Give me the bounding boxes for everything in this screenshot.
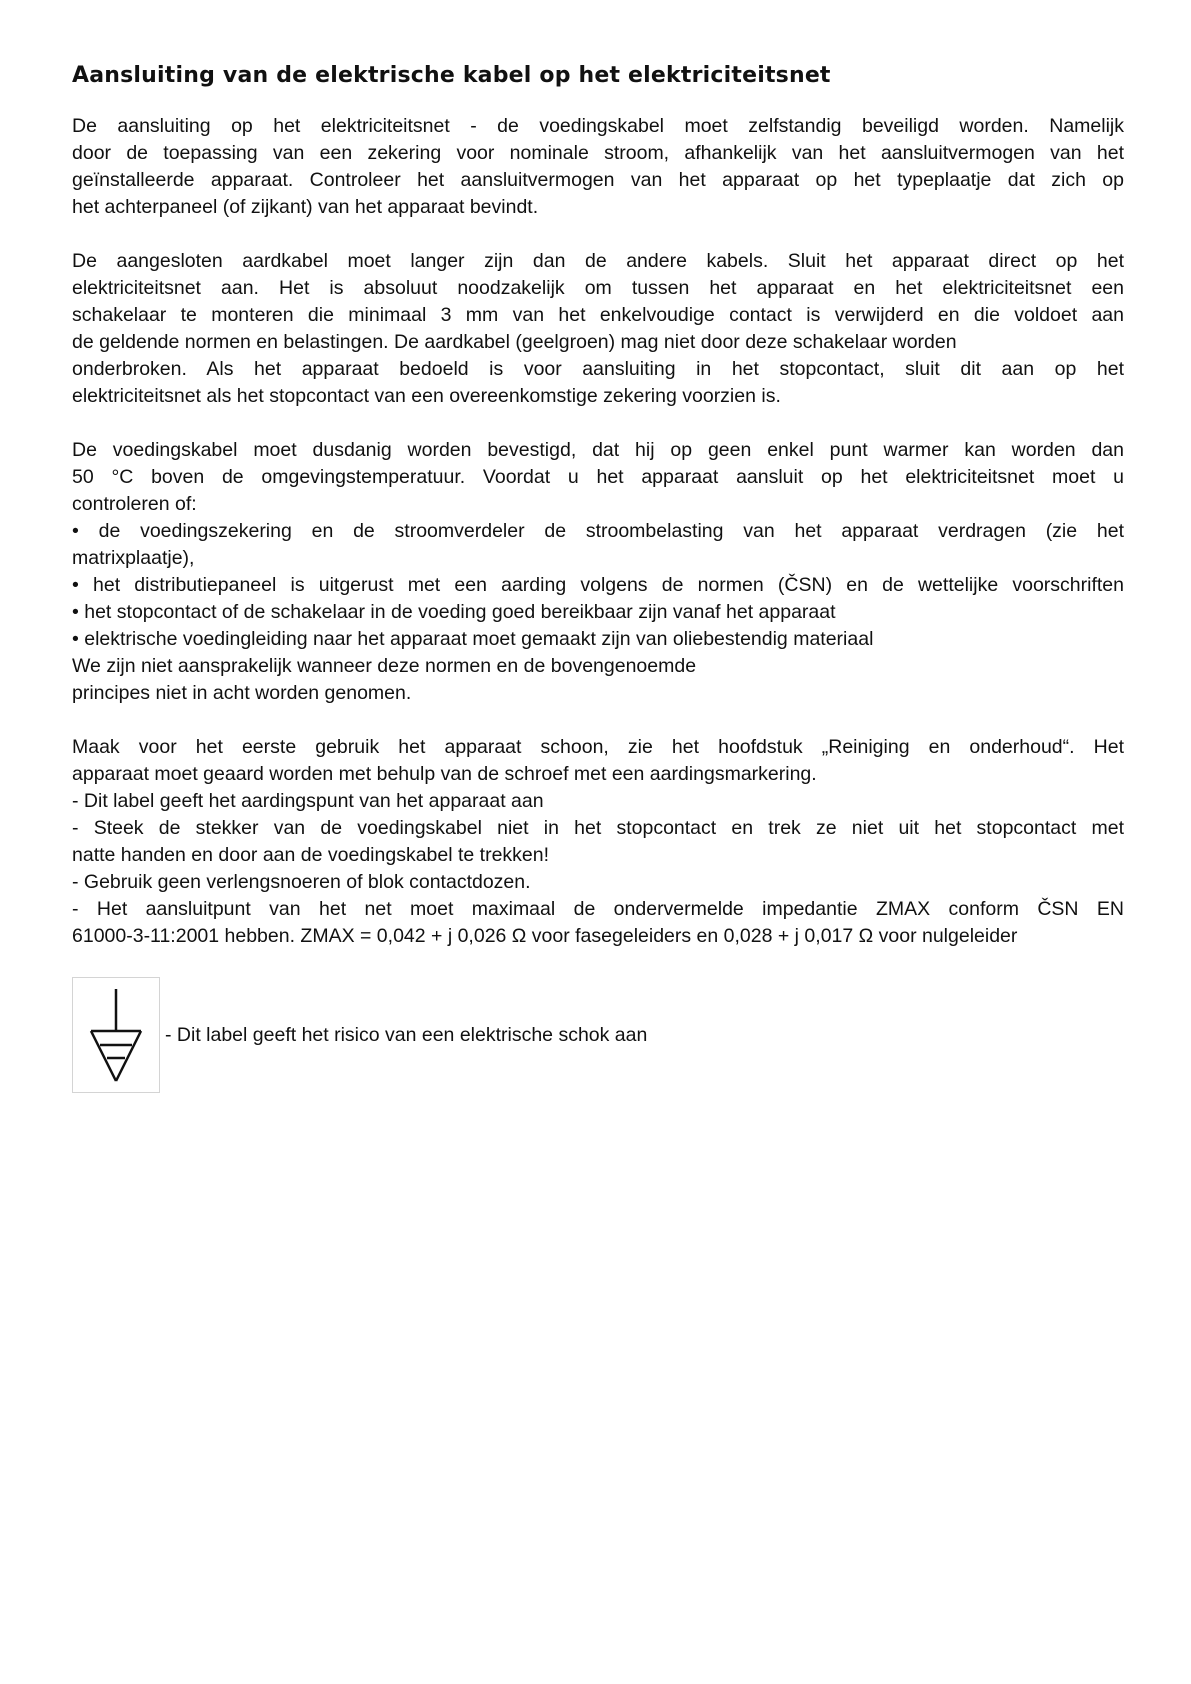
list-item: • de voedingszekering en de stroomverdeler de stroombelasting van het apparaat verdragen (zie het — [72, 520, 1124, 542]
text-line: elektriciteitsnet als het stopcontact van een overeenkomstige zekering voorzien is. — [72, 385, 781, 407]
earth-ground-triangle-icon — [72, 977, 160, 1093]
text-line: principes niet in acht worden genomen. — [72, 682, 412, 704]
paragraph-power-cable-checks — [72, 437, 1124, 707]
shock-warning-row — [72, 977, 1124, 1093]
earth-ground-symbol-graphic — [80, 983, 152, 1087]
text-line: het achterpaneel (of zijkant) van het apparaat bevindt. — [72, 196, 539, 218]
text-line: - Gebruik geen verlengsnoeren of blok contactdozen. — [72, 871, 531, 893]
text-line: de geldende normen en belastingen. De aardkabel (geelgroen) mag niet door deze schakelaar worden — [72, 331, 957, 353]
text-line: geïnstalleerde apparaat. Controleer het aansluitvermogen van het apparaat op het typeplaatje dat zich op — [72, 169, 1124, 191]
list-item: • het distributiepaneel is uitgerust met een aarding volgens de normen (ČSN) en de wettelijke voorschriften — [72, 574, 1124, 596]
text-line: matrixplaatje), — [72, 547, 195, 569]
text-line: controleren of: — [72, 493, 197, 515]
text-line: - Steek de stekker van de voedingskabel niet in het stopcontact en trek ze niet uit het stopcontact met — [72, 817, 1124, 839]
text-line: De voedingskabel moet dusdanig worden bevestigd, dat hij op geen enkel punt warmer kan worden dan — [72, 439, 1124, 461]
text-line: De aansluiting op het elektriciteitsnet - de voedingskabel moet zelfstandig beveiligd worden. Namelijk — [72, 115, 1124, 137]
text-line: 50 °C boven de omgevingstemperatuur. Voordat u het apparaat aansluit op het elektriciteitsnet moet u — [72, 466, 1124, 488]
list-item: • elektrische voedingleiding naar het apparaat moet gemaakt zijn van oliebestendig materiaal — [72, 628, 874, 650]
document-page — [72, 62, 1124, 1093]
shock-warning-label: - Dit label geeft het risico van een elektrische schok aan — [165, 1023, 648, 1046]
text-line: We zijn niet aansprakelijk wanneer deze normen en de bovengenoemde — [72, 655, 697, 677]
paragraph-earth-cable — [72, 248, 1124, 410]
text-line: onderbroken. Als het apparaat bedoeld is voor aansluiting in het stopcontact, sluit dit aan op het — [72, 358, 1124, 380]
text-line: - Het aansluitpunt van het net moet maximaal de ondervermelde impedantie ZMAX conform ČSN EN — [72, 898, 1124, 920]
text-line: apparaat moet geaard worden met behulp van de schroef met een aardingsmarkering. — [72, 763, 817, 785]
text-line: elektriciteitsnet aan. Het is absoluut noodzakelijk om tussen het apparaat en het elektriciteitsnet een — [72, 277, 1124, 299]
paragraph-mains-connection — [72, 113, 1124, 221]
text-line: schakelaar te monteren die minimaal 3 mm van het enkelvoudige contact is verwijderd en die voldoet aan — [72, 304, 1124, 326]
text-line: door de toepassing van een zekering voor nominale stroom, afhankelijk van het aansluitvermogen van het — [72, 142, 1124, 164]
list-item: • het stopcontact of de schakelaar in de voeding goed bereikbaar zijn vanaf het apparaat — [72, 601, 836, 623]
paragraph-cleaning-and-safety — [72, 734, 1124, 950]
text-line: - Dit label geeft het aardingspunt van het apparaat aan — [72, 790, 544, 812]
page-title: Aansluiting van de elektrische kabel op het elektriciteitsnet — [72, 63, 831, 88]
text-line: natte handen en door aan de voedingskabel te trekken! — [72, 844, 550, 866]
text-line: 61000-3-11:2001 hebben. ZMAX = 0,042 + j 0,026 Ω voor fasegeleiders en 0,028 + j 0,017 Ω voor nulgeleider — [72, 925, 1018, 947]
text-line: De aangesloten aardkabel moet langer zijn dan de andere kabels. Sluit het apparaat direct op het — [72, 250, 1124, 272]
text-line: Maak voor het eerste gebruik het apparaat schoon, zie het hoofdstuk „Reiniging en onderhoud“. Het — [72, 736, 1124, 758]
